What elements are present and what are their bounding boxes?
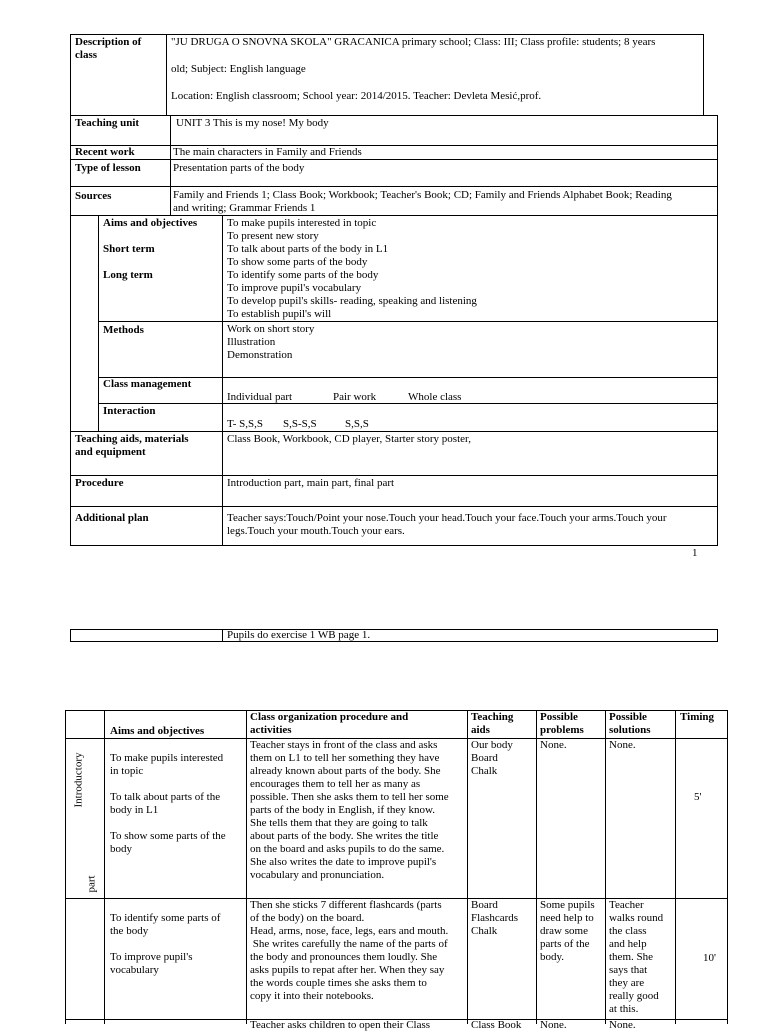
class-management-individual: Individual part bbox=[227, 391, 293, 403]
teaching-aids-label-2: and equipment bbox=[75, 446, 146, 458]
short-term-label: Short term bbox=[103, 243, 155, 255]
aim-item: To show some parts of the body bbox=[227, 256, 368, 268]
aims-list bbox=[227, 217, 477, 321]
section-label-part: part bbox=[85, 875, 98, 893]
row3-problems: None. bbox=[540, 1019, 567, 1031]
description-line-1: "JU DRUGA O SNOVNA SKOLA" GRACANICA primary school; Class: III; Class profile: students; 8 years bbox=[171, 36, 656, 48]
aim-item: To establish pupil's will bbox=[227, 308, 332, 320]
teaching-aids-value: Class Book, Workbook, CD player, Starter story poster, bbox=[227, 433, 471, 445]
row2-timing: 10' bbox=[703, 952, 716, 964]
row2-solutions: Teacher walks round the class and help them. She says that they are really good at this. bbox=[609, 899, 664, 1015]
aim-item: To improve pupil's vocabulary bbox=[227, 282, 362, 294]
header-problems-1: Possible bbox=[540, 711, 578, 723]
row3-aids: Class Book bbox=[471, 1019, 522, 1031]
header-timing: Timing bbox=[680, 711, 715, 723]
additional-plan-line-2: legs.Touch your mouth.Touch your ears. bbox=[227, 525, 405, 537]
aims-label: Aims and objectives bbox=[103, 217, 198, 229]
method-item: Work on short story bbox=[227, 323, 315, 335]
header-aims: Aims and objectives bbox=[110, 725, 205, 737]
aim-item: To identify some parts of the body bbox=[227, 269, 379, 281]
row1-solutions: None. bbox=[609, 739, 636, 751]
header-aids-2: aids bbox=[471, 724, 490, 736]
aim-item: To talk about parts of the body in L1 bbox=[227, 243, 389, 255]
class-management-label: Class management bbox=[103, 378, 192, 390]
procedure-value: Introduction part, main part, final part bbox=[227, 477, 395, 489]
long-term-label: Long term bbox=[103, 269, 153, 281]
procedure-label: Procedure bbox=[75, 477, 124, 489]
header-problems-2: problems bbox=[540, 724, 584, 736]
sources-label: Sources bbox=[75, 190, 112, 202]
row1-problems: None. bbox=[540, 739, 567, 751]
type-of-lesson-value: Presentation parts of the body bbox=[173, 162, 305, 174]
header-aids-1: Teaching bbox=[471, 711, 514, 723]
row2-aids: Board Flashcards Chalk bbox=[471, 899, 519, 937]
description-line-3: Location: English classroom; School year: 2014/2015. Teacher: Devleta Mesić,prof. bbox=[171, 90, 542, 102]
interaction-value-3: S,S,S bbox=[345, 418, 369, 430]
sources-line-2: and writing; Grammar Friends 1 bbox=[173, 202, 316, 214]
class-management-whole: Whole class bbox=[408, 391, 462, 403]
method-item: Illustration bbox=[227, 336, 276, 348]
recent-work-label: Recent work bbox=[75, 146, 135, 158]
row2-aims: To identify some parts of the body To improve pupil's vocabulary bbox=[110, 912, 221, 976]
recent-work-value: The main characters in Family and Friends bbox=[173, 146, 362, 158]
method-item: Demonstration bbox=[227, 349, 293, 361]
aim-item: To present new story bbox=[227, 230, 319, 242]
teaching-aids-label-1: Teaching aids, materials bbox=[75, 433, 189, 445]
row1-procedure: Teacher stays in front of the class and asks them on L1 to tell her something they have already known about parts of the body. She encourages them to tell her as many as possible. Then she asks them to tell her some parts of the body in English, if they know. She tells them that they are going to talk about parts of the body. She writes the title on the board and asks pupils to do the same. She also writes the date to improve pupil's vocabulary and pronunciation. bbox=[250, 739, 449, 881]
interaction-label: Interaction bbox=[103, 405, 156, 417]
interaction-value-2: S,S-S,S bbox=[283, 418, 317, 430]
methods-label: Methods bbox=[103, 324, 144, 336]
aim-item: To develop pupil's skills- reading, speaking and listening bbox=[227, 295, 477, 307]
teaching-unit-row bbox=[70, 115, 718, 146]
class-management-pair: Pair work bbox=[333, 391, 377, 403]
row2-problems: Some pupils need help to draw some parts of the body. bbox=[540, 899, 595, 963]
page-number: 1 bbox=[692, 547, 698, 559]
row1-aids: Our body Board Chalk bbox=[471, 739, 513, 777]
header-procedure-2: activities bbox=[250, 724, 292, 736]
teaching-unit-value: UNIT 3 This is my nose! My body bbox=[176, 117, 329, 129]
sources-line-1: Family and Friends 1; Class Book; Workbook; Teacher's Book; CD; Family and Friends Alphabet Book; Reading bbox=[173, 189, 672, 201]
description-label: Description of class bbox=[75, 36, 142, 61]
section-label-introductory: Introductory bbox=[72, 752, 85, 808]
header-procedure-1: Class organization procedure and bbox=[250, 711, 409, 723]
additional-plan-label: Additional plan bbox=[75, 512, 149, 524]
additional-plan-line-1: Teacher says:Touch/Point your nose.Touch your head.Touch your face.Touch your arms.Touch your bbox=[227, 512, 667, 524]
row3-procedure: Teacher asks children to open their Class bbox=[250, 1019, 431, 1031]
teaching-unit-label: Teaching unit bbox=[75, 117, 140, 129]
continuation-text: Pupils do exercise 1 WB page 1. bbox=[227, 629, 371, 641]
header-solutions-2: solutions bbox=[609, 724, 651, 736]
type-of-lesson-label: Type of lesson bbox=[75, 162, 141, 174]
header-solutions-1: Possible bbox=[609, 711, 647, 723]
methods-list bbox=[227, 323, 314, 362]
row2-procedure: Then she sticks 7 different flashcards (parts of the body) on the board. Head, arms, nose, face, legs, ears and mouth. She writes carefully the name of the parts of the body and pronounces them loudly. She asks pupils to repat after her. When they say the words couple times she asks them to copy it into their notebooks. bbox=[250, 899, 449, 1002]
aim-item: To make pupils interested in topic bbox=[227, 217, 377, 229]
row1-timing: 5' bbox=[694, 791, 702, 803]
interaction-value-1: T- S,S,S bbox=[227, 418, 263, 430]
row3-solutions: None. bbox=[609, 1019, 636, 1031]
description-line-2: old; Subject: English language bbox=[171, 63, 306, 75]
row1-aims: To make pupils interested in topic To talk about parts of the body in L1 To show some parts of the body bbox=[110, 752, 226, 855]
